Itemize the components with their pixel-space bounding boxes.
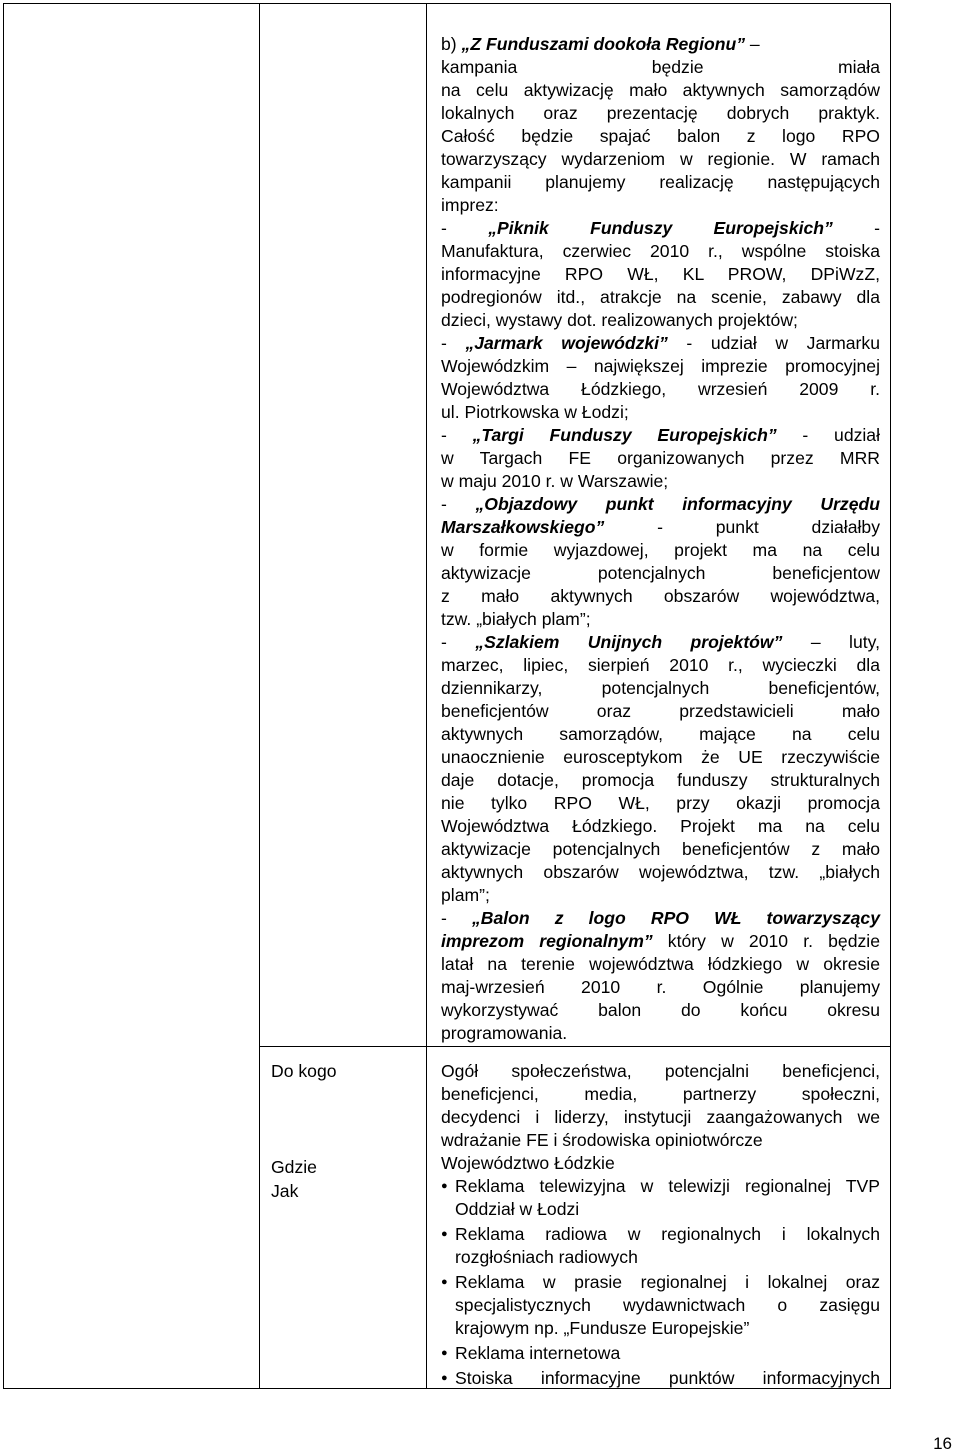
- event-objazdowy: [441, 493, 880, 631]
- paragraph-line: wykorzystywać balon do końcu okresu: [441, 1000, 880, 1020]
- text-span: - udział: [776, 425, 881, 445]
- paragraph-line: programowania.: [441, 1023, 568, 1043]
- list-item-line: ● Reklama w prasie regionalnej i lokalnej oraz: [455, 1272, 880, 1292]
- paragraph-line: Wojewódzkim – największej imprezie promocyjnej: [441, 356, 880, 376]
- paragraph-line: Manufaktura, czerwiec 2010 r., wspólne stoiska: [441, 241, 880, 261]
- event-title: „Piknik Funduszy Europejskich”: [488, 218, 833, 238]
- paragraph-line: Całość będzie spajać balon z logo RPO: [441, 126, 880, 146]
- paragraph-line: podregionów itd., atrakcje na scenie, zabawy dla: [441, 287, 880, 307]
- event-piknik: [441, 217, 880, 332]
- dash-marker: -: [441, 425, 473, 445]
- list-item-line: specjalistycznych wydawnictwach o zasięgu: [455, 1295, 880, 1315]
- page-number: 16: [933, 1434, 952, 1453]
- list-item: [441, 1367, 880, 1390]
- left-labels-column: [267, 4, 426, 1388]
- paragraph-line: dzieci, wystawy dot. realizowanych projektów;: [441, 310, 798, 330]
- event-szlakiem: [441, 631, 880, 907]
- list-item: [441, 1342, 880, 1365]
- dash-marker: -: [441, 494, 476, 514]
- methods-list: [441, 1175, 880, 1390]
- table-column-divider-1: [259, 3, 260, 1389]
- dash-marker: -: [441, 908, 472, 928]
- paragraph-line: ul. Piotrkowska w Łodzi;: [441, 402, 629, 422]
- paragraph-line: w formie wyjazdowej, projekt ma na celu: [441, 540, 880, 560]
- paragraph-line: kampanii planujemy realizację następujących: [441, 172, 880, 192]
- paragraph-line: marzec, lipiec, sierpień 2010 r., wycieczki dla: [441, 655, 880, 675]
- event-title: „Targi Funduszy Europejskich”: [472, 425, 777, 445]
- paragraph-line: nie tylko RPO WŁ, przy okazji promocja: [441, 793, 880, 813]
- location-text: Województwo Łódzkie: [441, 1153, 615, 1173]
- list-item-line: rozgłośniach radiowych: [455, 1247, 638, 1267]
- list-item: [441, 1271, 880, 1340]
- event-jarmark: [441, 332, 880, 424]
- text-span: - udział w Jarmarku: [667, 333, 880, 353]
- event-title: „Szlakiem Unijnych projektów”: [475, 632, 783, 652]
- paragraph-line: w maju 2010 r. w Warszawie;: [441, 471, 669, 491]
- dash-marker: -: [441, 218, 489, 238]
- paragraph-line: beneficjentów oraz przedstawicieli mało: [441, 701, 880, 721]
- paragraph-line: aktywnych samorządów, mające na celu: [441, 724, 880, 744]
- paragraph-line: Województwa Łódzkiego. Projekt ma na celu: [441, 816, 880, 836]
- paragraph-line: imprez:: [441, 195, 499, 215]
- campaign-b-section: [441, 33, 880, 217]
- list-marker: b): [441, 34, 462, 54]
- list-item-line: ● Reklama radiowa w regionalnych i lokalnych: [455, 1224, 880, 1244]
- audience-location-method-cell: [441, 1060, 880, 1390]
- campaign-title: „Z Funduszami dookoła Regionu”: [461, 34, 745, 54]
- paragraph-line: aktywizacje potencjalnych beneficjentów z mało: [441, 839, 880, 859]
- label-jak: Jak: [271, 1181, 299, 1201]
- list-item-line: Oddział w Łodzi: [455, 1199, 580, 1219]
- event-balon: [441, 907, 880, 1045]
- dash-marker: -: [441, 632, 476, 652]
- list-item-line: ● Reklama internetowa: [455, 1343, 621, 1363]
- list-item: [441, 1223, 880, 1269]
- event-title: Marszałkowskiego”: [441, 517, 605, 537]
- paragraph-line: tzw. „białych plam”;: [441, 609, 591, 629]
- text-span: –: [745, 34, 760, 54]
- audience-line: Ogół społeczeństwa, potencjalni beneficjenci,: [441, 1061, 880, 1081]
- paragraph-line: dziennikarzy, potencjalnych beneficjentów,: [441, 678, 880, 698]
- paragraph-line: z mało aktywnych obszarów województwa,: [441, 586, 880, 606]
- paragraph-line: maj-wrzesień 2010 r. Ogólnie planujemy: [441, 977, 880, 997]
- event-title: „Balon z logo RPO WŁ towarzyszący: [471, 908, 880, 928]
- paragraph-line: lokalnych oraz prezentację dobrych praktyk.: [441, 103, 880, 123]
- paragraph-line: Województwa Łódzkiego, wrzesień 2009 r.: [441, 379, 880, 399]
- right-content-column: [441, 33, 880, 1045]
- paragraph-line: na celu aktywizację mało aktywnych samorządów: [441, 80, 880, 100]
- audience-line: wdrażanie FE i środowiska opiniotwórcze: [441, 1130, 763, 1150]
- event-targi: [441, 424, 880, 493]
- list-item-line: krajowym np. „Fundusze Europejskie”: [455, 1318, 750, 1338]
- paragraph-line: unaocznienie eurosceptykom że UE rzeczywiście: [441, 747, 880, 767]
- paragraph-line: aktywnych obszarów województwa, tzw. „białych: [441, 862, 880, 882]
- list-item: [441, 1175, 880, 1221]
- paragraph-line: latał na terenie województwa łódzkiego w okresie: [441, 954, 880, 974]
- event-title: „Jarmark wojewódzki”: [465, 333, 668, 353]
- table-column-divider-2: [426, 3, 427, 1389]
- dash-marker: -: [441, 333, 466, 353]
- text-span: który w 2010 r. będzie: [652, 931, 880, 951]
- text-span: - punkt działałby: [604, 517, 880, 537]
- event-title: „Objazdowy punkt informacyjny Urzędu: [475, 494, 880, 514]
- audience-line: beneficjenci, media, partnerzy społeczni,: [441, 1084, 880, 1104]
- paragraph-line: aktywizacje potencjalnych beneficjentow: [441, 563, 880, 583]
- label-gdzie: Gdzie: [271, 1157, 317, 1177]
- list-item-line: ● Stoiska informacyjne punktów informacyjnych: [455, 1368, 880, 1388]
- paragraph-line: plam”;: [441, 885, 490, 905]
- label-do-kogo: Do kogo: [271, 1061, 337, 1081]
- paragraph-line: w Targach FE organizowanych przez MRR: [441, 448, 880, 468]
- text-span: -: [832, 218, 881, 238]
- audience-line: decydenci i liderzy, instytucji zaangażowanych we: [441, 1107, 880, 1127]
- list-item-line: ● Reklama telewizyjna w telewizji regionalnej TVP: [455, 1176, 880, 1196]
- paragraph-line: kampania będzie miała: [441, 57, 880, 77]
- text-span: – luty,: [782, 632, 880, 652]
- paragraph-line: daje dotacje, promocja funduszy strukturalnych: [441, 770, 880, 790]
- event-title: imprezom regionalnym”: [441, 931, 653, 951]
- paragraph-line: informacyjne RPO WŁ, KL PROW, DPiWzZ,: [441, 264, 880, 284]
- paragraph-line: towarzyszący wydarzeniom w regionie. W ramach: [441, 149, 880, 169]
